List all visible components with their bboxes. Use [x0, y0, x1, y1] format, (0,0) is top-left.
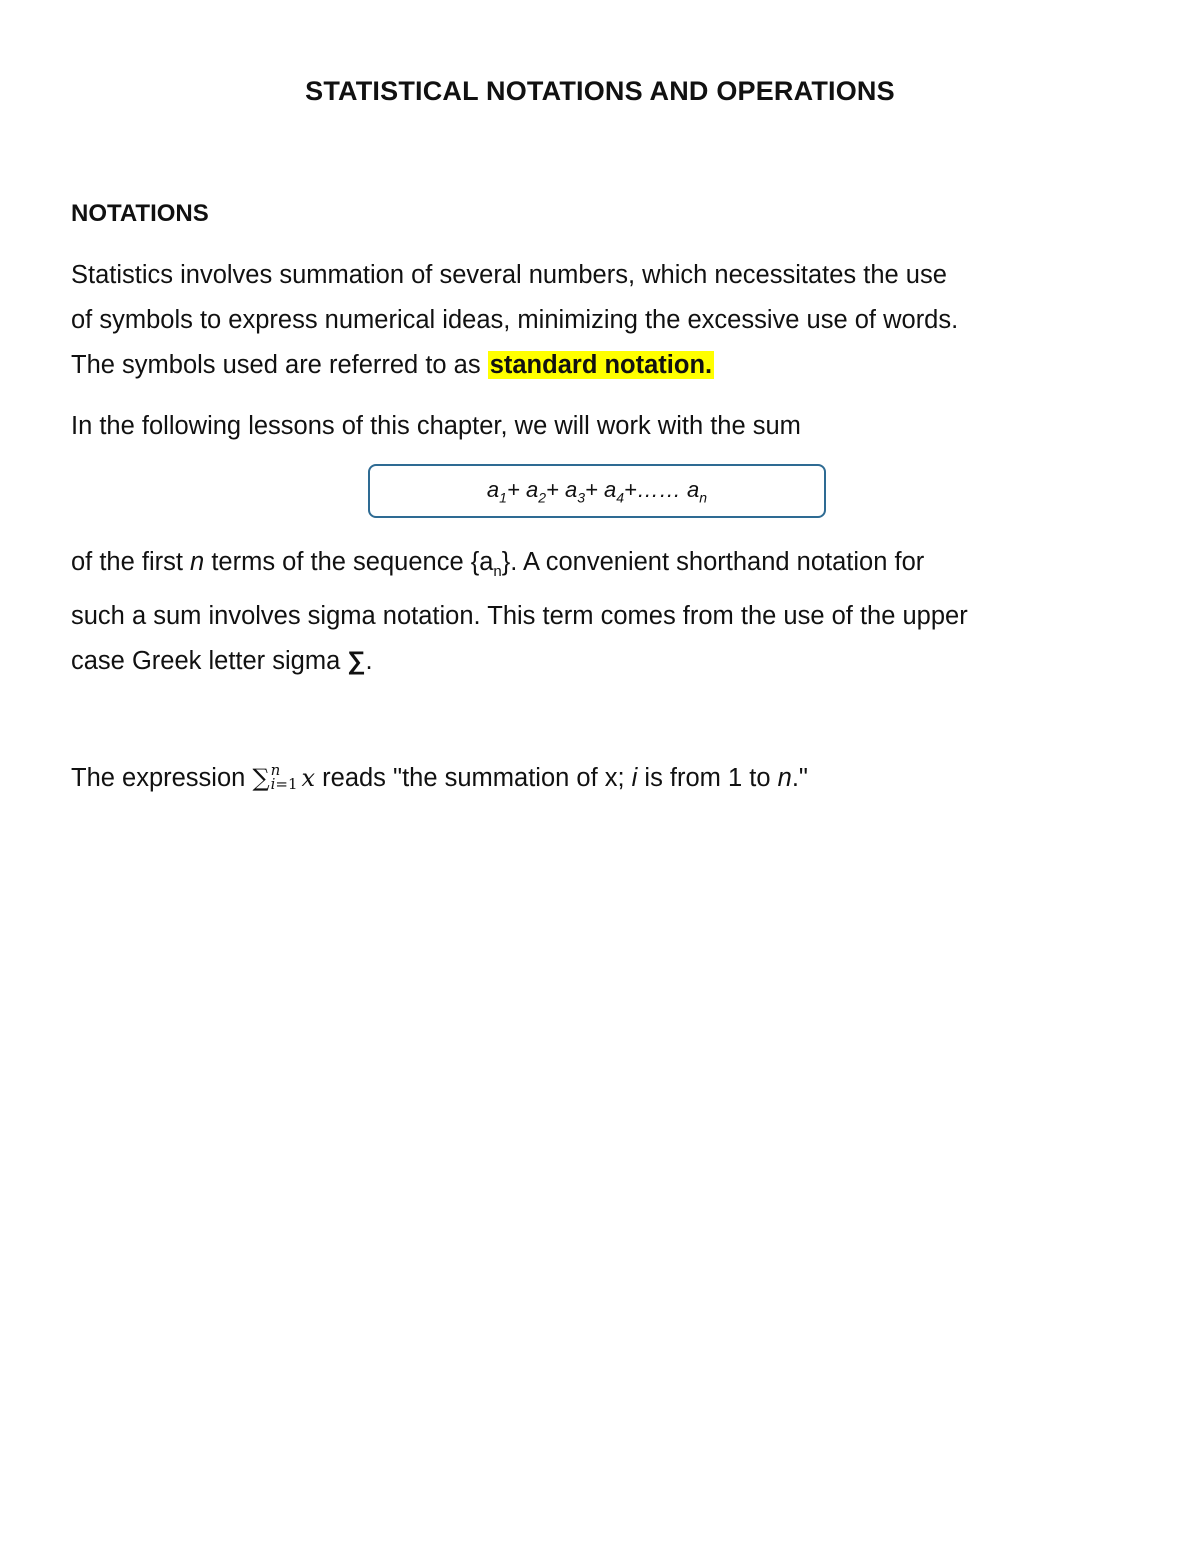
variable-n: n	[190, 548, 205, 576]
lower-limit-value: =1	[275, 775, 298, 793]
paragraph-text: of the first	[71, 548, 191, 576]
subscript: 3	[577, 489, 586, 506]
sum-expression-box	[368, 464, 826, 518]
paragraph-text: .	[365, 647, 373, 676]
paragraph-text: The symbols used are referred to as	[71, 351, 488, 379]
index-variable: i	[270, 775, 276, 793]
page-title: STATISTICAL NOTATIONS AND OPERATIONS	[305, 76, 895, 106]
paragraph-line	[71, 639, 1133, 684]
lower-limit	[271, 777, 298, 791]
summation-formula	[252, 756, 315, 801]
paragraph-text: The expression	[71, 764, 253, 792]
sigma-symbol: ∑	[252, 764, 270, 792]
paragraph-text: is from 1 to	[637, 764, 778, 792]
plus-sign: +	[506, 476, 520, 502]
variable-n: n	[777, 764, 792, 792]
term: a	[525, 476, 539, 502]
subscript: 1	[499, 489, 507, 506]
summation-limits	[271, 763, 298, 791]
paragraph-text: case Greek letter sigma	[71, 647, 348, 676]
paragraph-text: reads "the summation of x;	[315, 764, 632, 792]
highlighted-term: standard notation.	[489, 351, 713, 379]
paragraph-sigma-notation	[71, 540, 1133, 684]
paragraph-line: such a sum involves sigma notation. This term comes from the use of the upper	[71, 602, 968, 631]
paragraph-line: of symbols to express numerical ideas, minimizing the excessive use of words.	[71, 306, 959, 334]
term: a	[687, 476, 700, 502]
sum-expression	[487, 477, 707, 505]
paragraph-line: Statistics involves summation of several numbers, which necessitates the use	[71, 261, 947, 289]
term: a	[604, 476, 617, 502]
subscript: n	[493, 563, 502, 581]
subscript: n	[699, 489, 708, 506]
section-heading: NOTATIONS	[71, 200, 209, 227]
paragraph-text: }. A convenient shorthand notation for	[501, 548, 925, 576]
paragraph-text: terms of the sequence {a	[204, 548, 494, 576]
paragraph-line	[71, 540, 1133, 594]
paragraph-intro	[71, 253, 1133, 388]
variable-i: i	[631, 764, 638, 792]
plus-sign: +	[585, 476, 598, 502]
subscript: 2	[538, 489, 546, 506]
paragraph-text: ."	[791, 764, 808, 792]
plus-sign: +	[624, 476, 637, 502]
subscript: 4	[616, 489, 625, 506]
paragraph-sum-intro: In the following lessons of this chapter, we will work with the sum	[71, 412, 801, 440]
sigma-symbol: ∑	[347, 647, 366, 676]
term: a	[486, 476, 500, 502]
term: a	[564, 476, 578, 502]
plus-sign: +	[545, 476, 559, 502]
paragraph-line	[71, 343, 1133, 388]
summand-variable: x	[301, 764, 316, 792]
paragraph-expression	[71, 756, 1133, 801]
ellipsis: ……	[636, 476, 681, 502]
upper-limit: n	[270, 761, 281, 779]
